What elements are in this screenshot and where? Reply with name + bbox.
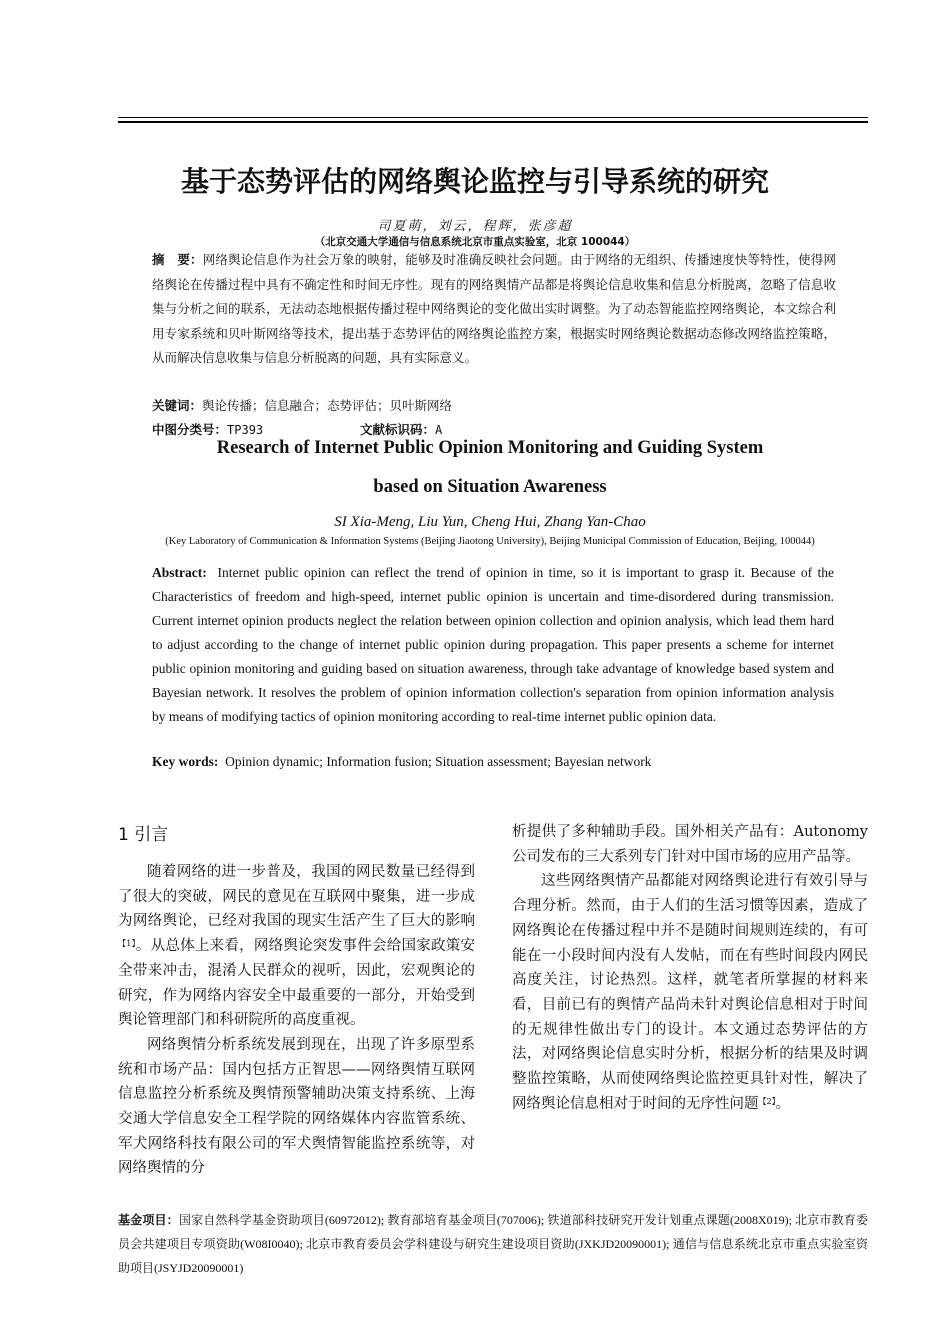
paragraph: 析提供了多种辅助手段。国外相关产品有：Autonomy公司发布的三大系列专门针对中国市场的应用产品等。 [512, 824, 868, 865]
keywords-en-text: Opinion dynamic; Information fusion; Situation assessment; Bayesian network [225, 754, 652, 769]
abstract-en-label: Abstract: [152, 565, 207, 580]
keywords-cn-text: 舆论传播；信息融合；态势评估；贝叶斯网络 [202, 398, 453, 413]
funding-footnote [118, 1208, 868, 1280]
paragraph-text: 这些网络舆情产品都能对网络舆论进行有效引导与合理分析。然而，由于人们的生活习惯等因素，造成了网络舆论在传播过程中并不是随时间规则连续的，有可能在一小段时间内没有人发帖，而在有些时间段内网民高度关注，讨论热烈。这样，就笔者所掌握的材料来看，目前已有的舆情产品尚未针对舆论信息相对于时间的无规律性做出专门的设计。本文通过态势评估的方法，对网络舆论信息实时分析，根据分析的结果及时调整监控策略，从而使网络舆论监控更具针对性，解决了网络舆论信息相对于时间的无序性问题 [512, 873, 868, 1112]
citation-ref-2[interactable]: 【2】 [758, 1096, 776, 1106]
clc-value: TP393 [227, 423, 264, 437]
citation-ref-1[interactable]: 【1】 [118, 939, 136, 949]
keywords-cn-label: 关键词： [152, 398, 203, 413]
paper-title-cn: 基于态势评估的网络舆论监控与引导系统的研究 [180, 165, 769, 198]
authors-en: SI Xia-Meng, Liu Yun, Cheng Hui, Zhang Yan-Chao [334, 514, 646, 530]
abstract-en-text: Internet public opinion can reflect the trend of opinion in time, so it is important to grasp it. Because of the Characteristics of freedom and high-speed, internet public opinion is uncertain and time-disordered during transmission. Current internet opinion products neglect the relation between opinion collection and opinion analysis, which lead them hard to adjust according to the change of internet public opinion during propagation. This paper presents a scheme for internet public opinion monitoring and guiding based on situation awareness, through take advantage of knowledge based system and Bayesian network. It resolves the problem of opinion information collection's separation from opinion information analysis by means of modifying tactics of opinion monitoring according to real-time internet public opinion data. [152, 565, 835, 724]
authors-cn: 司夏萌，刘云，程辉，张彦超 [377, 219, 573, 234]
left-column [118, 860, 475, 1181]
paragraph-text: 随着网络的进一步普及，我国的网民数量已经得到了很大的突破，网民的意见在互联网中聚集，进一步成为网络舆论，已经对我国的现实生活产生了巨大的影响 [118, 864, 475, 930]
keywords-cn [152, 396, 452, 414]
paper-title-en-line1: Research of Internet Public Opinion Monitoring and Guiding System [216, 438, 764, 458]
affiliation-en: (Key Laboratory of Communication & Information Systems (Beijing Jiaotong University), Beijing Municipal Commission of Education, Beijing, 100044) [165, 536, 815, 547]
keywords-en-label: Key words: [152, 754, 219, 769]
clc-number [152, 420, 263, 438]
paragraph-text: 。 [775, 1095, 791, 1112]
header-rule-thin [118, 117, 868, 118]
paragraph [118, 860, 475, 1033]
document-code [360, 420, 442, 438]
abstract-cn [152, 248, 836, 371]
abstract-cn-text: 网络舆论信息作为社会万象的映射，能够及时准确反映社会问题。由于网络的无组织、传播速度快等特性，使得网络舆论在传播过程中具有不确定性和时间无序性。现有的网络舆情产品都是将舆论信息收集和信息分析脱离，忽略了信息收集与分析之间的联系，无法动态地根据传播过程中网络舆论的变化做出实时调整。为了动态智能监控网络舆论，本文综合利用专家系统和贝叶斯网络等技术，提出基于态势评估的网络舆论监控方案，根据实时网络舆论数据动态修改网络监控策略，从而解决信息收集与信息分析脱离的问题，具有实际意义。 [152, 252, 836, 365]
clc-label: 中图分类号： [152, 422, 228, 437]
keywords-en [152, 754, 651, 770]
abstract-en [152, 561, 834, 729]
doc-code-label: 文献标识码： [360, 422, 436, 437]
doc-code-value: A [435, 423, 443, 437]
funding-text: 国家自然科学基金资助项目(60972012); 教育部培育基金项目(707006); 铁道部科技研究开发计划重点课题(2008X019); 北京市教育委员会共建项目专项资助(W08I0040); 北京市教育委员会学科建设与研究生建设项目资助(JXKJD20090001); 通信与信息系统北京市重点实验室资助项目(JSYJD20090001) [118, 1213, 868, 1275]
paragraph-text: 。从总体上来看，网络舆论突发事件会给国家政策安全带来冲击，混淆人民群众的视听，因此，宏观舆论的研究，作为网络内容安全中最重要的一部分，开始受到舆论管理部门和科研院所的高度重视。 [118, 938, 475, 1029]
paragraph [512, 869, 868, 1116]
abstract-cn-label: 摘 要： [152, 252, 203, 267]
section-heading-intro: 1 引言 [118, 825, 169, 845]
affiliation-cn: （北京交通大学通信与信息系统北京市重点实验室，北京 100044） [314, 236, 636, 248]
funding-label: 基金项目： [118, 1213, 179, 1227]
paper-title-en-line2: based on Situation Awareness [373, 477, 607, 497]
right-column [512, 820, 868, 1116]
paragraph: 网络舆情分析系统发展到现在，出现了许多原型系统和市场产品：国内包括方正智思——网络舆情互联网信息监控分析系统及舆情预警辅助决策支持系统、上海交通大学信息安全工程学院的网络媒体内容监管系统、军犬网络科技有限公司的军犬舆情智能监控系统等，对网络舆情的分 [118, 1036, 475, 1177]
header-rule-thick [118, 121, 868, 123]
